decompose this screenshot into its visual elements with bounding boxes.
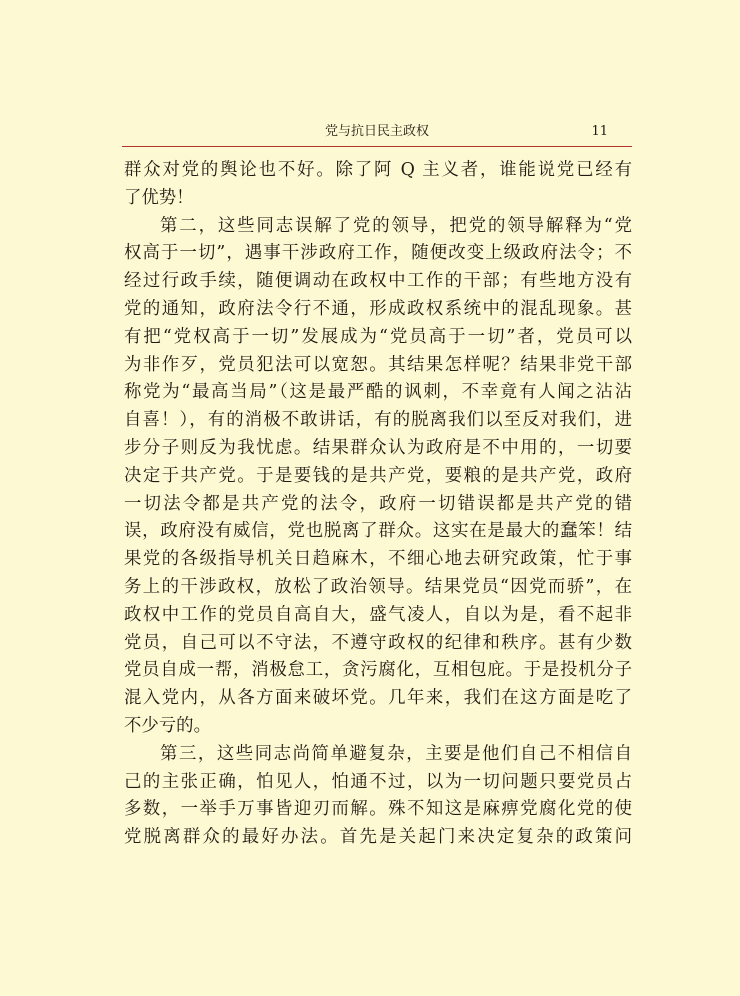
text-line: 第三，这些同志尚简单避复杂，主要是他们自己不相信自 [160,743,632,764]
text-line: 党脱离群众的最好办法。首先是关起门来决定复杂的政策问 [124,827,632,848]
text-line: 己的主张正确，怕见人，怕通不过，以为一切问题只要党员占 [124,771,632,792]
text-line: 务上的干涉政权，放松了政治领导。结果党员“因党而骄”，在 [124,576,632,597]
text-line: 经过行政手续，随便调动在政权中工作的干部；有些地方没有 [124,271,632,292]
text-line: 不少亏的。 [124,715,211,736]
text-line: 一切法令都是共产党的法令，政府一切错误都是共产党的错 [124,493,632,514]
header-rule [122,146,632,147]
text-line: 权高于一切”，遇事干涉政府工作，随便改变上级政府法令；不 [124,243,632,264]
text-line: 自喜！），有的消极不敢讲话，有的脱离我们以至反对我们，进 [124,410,632,431]
text-line: 党的通知，政府法令行不通，形成政权系统中的混乱现象。甚 [124,298,632,319]
text-line: 误，政府没有威信，党也脱离了群众。这实在是最大的蠢笨！结 [124,521,632,542]
text-line: 果党的各级指导机关日趋麻木，不细心地去研究政策，忙于事 [124,549,632,570]
text-line: 了优势！ [124,187,194,208]
text-line: 为非作歹，党员犯法可以宽恕。其结果怎样呢？结果非党干部 [124,354,632,375]
running-header [122,124,632,144]
text-line: 政权中工作的党员自高自大，盛气凌人，自以为是，看不起非 [124,604,632,625]
body-text [124,157,632,852]
text-line: 党员，自己可以不守法，不遵守政权的纪律和秩序。甚有少数 [124,632,632,653]
text-line: 多数，一举手万事皆迎刃而解。殊不知这是麻痹党腐化党的使 [124,799,632,820]
text-line: 群众对党的舆论也不好。除了阿 Q 主义者，谁能说党已经有 [124,160,632,180]
text-line: 党员自成一帮，消极怠工，贪污腐化，互相包庇。于是投机分子 [124,660,632,681]
text-line: 称党为“最高当局”（这是最严酷的讽刺，不幸竟有人闻之沾沾 [124,382,632,403]
text-line: 步分子则反为我忧虑。结果群众认为政府是不中用的，一切要 [124,437,632,458]
running-header-title: 党与抗日民主政权 [324,124,429,139]
text-line: 混入党内，从各方面来破坏党。几年来，我们在这方面是吃了 [124,688,632,709]
text-line: 有把“党权高于一切”发展成为“党员高于一切”者，党员可以 [124,326,632,347]
page-number: 11 [591,124,608,139]
text-line: 决定于共产党。于是要钱的是共产党，要粮的是共产党，政府 [124,465,632,486]
text-line: 第二，这些同志误解了党的领导，把党的领导解释为“党 [160,215,632,236]
